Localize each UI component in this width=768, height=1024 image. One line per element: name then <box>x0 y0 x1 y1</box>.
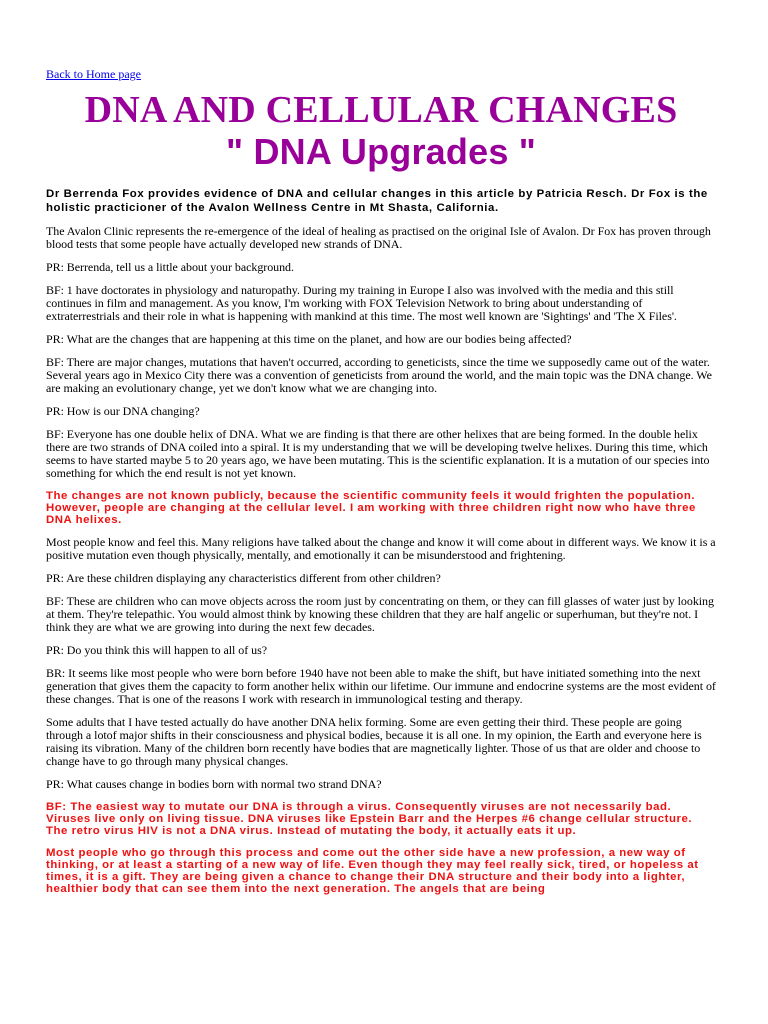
paragraph: BF: There are major changes, mutations that haven't occurred, according to geneticists, since the time we supposedly came out of the water. Several years ago in Mexico City there was a convention of geneticists from around the world, and the main topic was the DNA change. We are making an evolutionary change, yet we don't know what we are changing into. <box>46 355 712 395</box>
paragraph: Some adults that I have tested actually do have another DNA helix forming. Some are even getting their third. These people are going <box>46 715 682 729</box>
paragraph: PR: What causes change in bodies born with normal two strand DNA? <box>46 777 382 791</box>
paragraph: BF: 1 have doctorates in physiology and naturopathy. During my training in Europe I also was involved with the media and this still continues in film and management. As you know, I'm working with FOX Television Network to bring about understanding of extraterrestrials and their role in what is happening with mankind at this time. The most well known are 'Sightings' and 'The X Files'. <box>46 283 677 323</box>
paragraph: PR: Are these children displaying any characteristics different from other children? <box>46 571 441 585</box>
title-main: DNA AND CELLULAR CHANGES <box>84 89 678 131</box>
paragraph: The Avalon Clinic represents the re-emergence of the ideal of healing as practised on the original Isle of Avalon. Dr Fox has proven through blood tests that some people have actually developed new strands of DNA. <box>46 224 711 251</box>
article <box>46 67 716 895</box>
paragraph: PR: How is our DNA changing? <box>46 404 200 418</box>
paragraph: PR: Do you think this will happen to all of us? <box>46 643 267 657</box>
paragraph: Most people know and feel this. Many religions have talked about the change and know it will come about in different ways. We know it is a positive mutation even though physically, mentally, and emotionally it can be misunderstood and frightening. <box>46 535 716 562</box>
back-to-home-link[interactable]: Back to Home page <box>46 67 141 81</box>
emphasis-paragraph: BF: The easiest way to mutate our DNA is through a virus. Consequently viruses are not necessarily bad. Viruses live only on living tissue. DNA viruses like Epstein Barr and the Herpes #6 change cellular structure. The retro virus HIV is not a DNA virus. Instead of mutating the body, it actually eats it up. <box>46 801 693 837</box>
paragraph: BF: These are children who can move objects across the room just by concentrating on them, or they can fill glasses of water just by looking at them. They're telepathic. You would almost think by knowing these children that they are half angelic or superhuman, but they're not. I think they are what we are growing into during the next few decades. <box>46 594 714 634</box>
page-title <box>46 89 716 173</box>
paragraph: BR: It seems like most people who were born before 1940 have not been able to make the shift, but have initiated something into the next generation that gives them the capacity to form another helix within our lifetime. Our immune and endocrine systems are the most evident of these changes. That is one of the reasons I work with research in immunological testing and therapy. <box>46 666 716 706</box>
intro-paragraph: Dr Berrenda Fox provides evidence of DNA and cellular changes in this article by Patricia Resch. Dr Fox is the holistic practicioner of the Avalon Wellness Centre in Mt Shasta, California. <box>46 188 708 214</box>
paragraph: BF: Everyone has one double helix of DNA. What we are finding is that there are other helixes that are being formed. In the double helix there are two strands of DNA coiled into a spiral. It is my understanding that we will be developing twelve helixes. During this time, which seems to have started maybe 5 to 20 years ago, we have been mutating. This is the scientific explanation. It is a mutation of our species into something for which the end result is not yet known. <box>46 427 710 480</box>
paragraph: through a lotof major shifts in their consciousness and physical bodies, because it is all one. In my opinion, the Earth and everyone here is raising its vibration. Many of the children born recently have bodies that are magnetically lighter. Those of us that are older and choose to change have to go through many physical changes. <box>46 728 702 768</box>
paragraph: PR: Berrenda, tell us a little about your background. <box>46 260 294 274</box>
emphasis-paragraph: The changes are not known publicly, because the scientific community feels it would frighten the population. However, people are changing at the cellular level. I am working with three children right now who have three DNA helixes. <box>46 490 696 526</box>
paragraph: PR: What are the changes that are happening at this time on the planet, and how are our bodies being affected? <box>46 332 572 346</box>
title-subtitle: " DNA Upgrades " <box>225 131 537 172</box>
emphasis-paragraph: Most people who go through this process and come out the other side have a new profession, a new way of thinking, or at least a starting of a new way of life. Even though they may feel really sick, tired, or hopeless at times, it is a gift. They are being given a chance to change their DNA structure and their body into a lighter, healthier body that can see them into the next generation. The angels that are being <box>46 847 699 895</box>
